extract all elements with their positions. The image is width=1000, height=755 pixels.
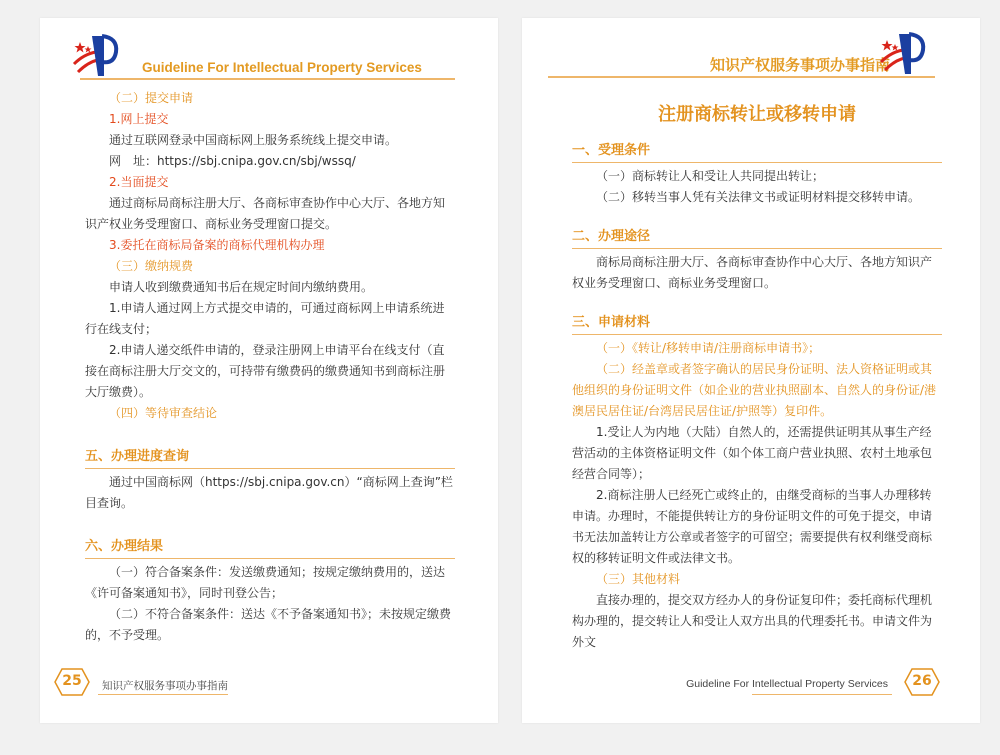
section-heading: 五、办理进度查询 (85, 449, 190, 464)
section-heading-rule (85, 536, 455, 559)
footer-rule (98, 694, 228, 695)
subsection-heading: （四）等待审查结论 (109, 406, 218, 420)
section-heading-block (572, 140, 942, 163)
page-number: 25 (62, 673, 82, 689)
paragraph: 2.申请人递交纸件申请的，登录注册网上申请平台在线支付（直接在商标注册大厅交文的，可持带有缴费码的缴费通知书到商标注册大厅缴费）。 (85, 343, 446, 399)
header-rule (548, 76, 935, 78)
page-number: 26 (912, 673, 932, 689)
subsection-heading: （二）经盖章或者签字确认的居民身份证明、法人资格证明或其他组织的身份证明文件（如企业的营业执照副本、自然人的身份证/港澳居民居住证/台湾居民居住证/护照等）复印件。 (572, 362, 937, 418)
ip-logo-icon (875, 26, 929, 80)
paragraph: 商标局商标注册大厅、各商标审查协作中心大厅、各地方知识产权业务受理窗口、商标业务受理窗口。 (572, 255, 933, 290)
header-title: 知识产权服务事项办事指南 (709, 56, 890, 74)
section-heading-rule (572, 312, 942, 335)
paragraph: 直接办理的，提交双方经办人的身份证复印件；委托商标代理机构办理的，提交转让人和受让人双方出具的代理委托书。申请文件为外文 (572, 593, 933, 649)
page-number-badge (904, 668, 940, 696)
section-heading-block (85, 446, 455, 469)
paragraph: 通过中国商标网（https://sbj.cnipa.gov.cn）“商标网上查询”栏目查询。 (85, 475, 453, 510)
page-number-badge (54, 668, 90, 696)
section-heading: 二、办理途径 (572, 229, 651, 244)
right-page (522, 18, 980, 723)
paragraph: 2.商标注册人已经死亡或终止的，由继受商标的当事人办理移转申请。办理时，不能提供转让方的身份证明文件的可免于提交，申请书无法加盖转让方公章或者签字的可留空；需要提供有权利继受商标权的移转证明文件或法律文书。 (572, 488, 933, 565)
paragraph: （一）商标转让人和受让人共同提出转让； (596, 169, 825, 183)
paragraph: （二）移转当事人凭有关法律文书或证明材料提交移转申请。 (596, 190, 921, 204)
url-line: 网 址：https://sbj.cnipa.gov.cn/sbj/wssq/ (109, 154, 356, 168)
header-title: Guideline For Intellectual Property Services (142, 60, 422, 75)
item-heading: 3.委托在商标局备案的商标代理机构办理 (109, 238, 325, 252)
paragraph: 1.申请人通过网上方式提交申请的，可通过商标网上申请系统进行在线支付； (85, 301, 445, 336)
footer-text: Guideline For Intellectual Property Services (686, 678, 888, 690)
paragraph: （一）符合备案条件：发送缴费通知；按规定缴纳费用的，送达《许可备案通知书》，同时刊登公告； (85, 565, 446, 600)
paragraph: 1.受让人为内地（大陆）自然人的，还需提供证明其从事生产经营活动的主体资格证明文件（如个体工商户营业执照、农村土地承包经营合同等）； (572, 425, 933, 481)
footer-text: 知识产权服务事项办事指南 (102, 680, 228, 692)
section-heading-block (572, 226, 942, 249)
subsection-heading: （三）缴纳规费 (109, 259, 194, 273)
paragraph: （二）不符合备案条件：送达《不予备案通知书》；未按规定缴费的，不予受理。 (85, 607, 452, 642)
paragraph: 通过互联网登录中国商标网上服务系统线上提交申请。 (109, 133, 398, 147)
right-content (572, 102, 942, 653)
item-heading: 2.当面提交 (109, 175, 169, 189)
page-title: 注册商标转让或移转申请 (658, 104, 856, 125)
subsection-heading: （三）其他材料 (596, 572, 681, 586)
subsection-heading: （一）《转让/移转申请/注册商标申请书》； (596, 341, 821, 355)
section-heading: 六、办理结果 (85, 539, 164, 554)
section-heading-rule (572, 140, 942, 163)
section-heading: 三、申请材料 (572, 315, 651, 330)
section-heading-rule (85, 446, 455, 469)
paragraph: 通过商标局商标注册大厅、各商标审查协作中心大厅、各地方知识产权业务受理窗口、商标业务受理窗口提交。 (85, 196, 446, 231)
item-heading: 1.网上提交 (109, 112, 169, 126)
header-rule (80, 78, 455, 80)
section-heading: 一、受理条件 (572, 143, 651, 158)
section-heading-rule (572, 226, 942, 249)
section-heading-block (572, 312, 942, 335)
left-content (85, 88, 455, 646)
paragraph: 申请人收到缴费通知书后在规定时间内缴纳费用。 (109, 280, 374, 294)
footer-rule (752, 694, 892, 695)
ip-logo-icon (68, 28, 122, 82)
left-page (40, 18, 498, 723)
subsection-heading: （二）提交申请 (109, 91, 194, 105)
section-heading-block (85, 536, 455, 559)
